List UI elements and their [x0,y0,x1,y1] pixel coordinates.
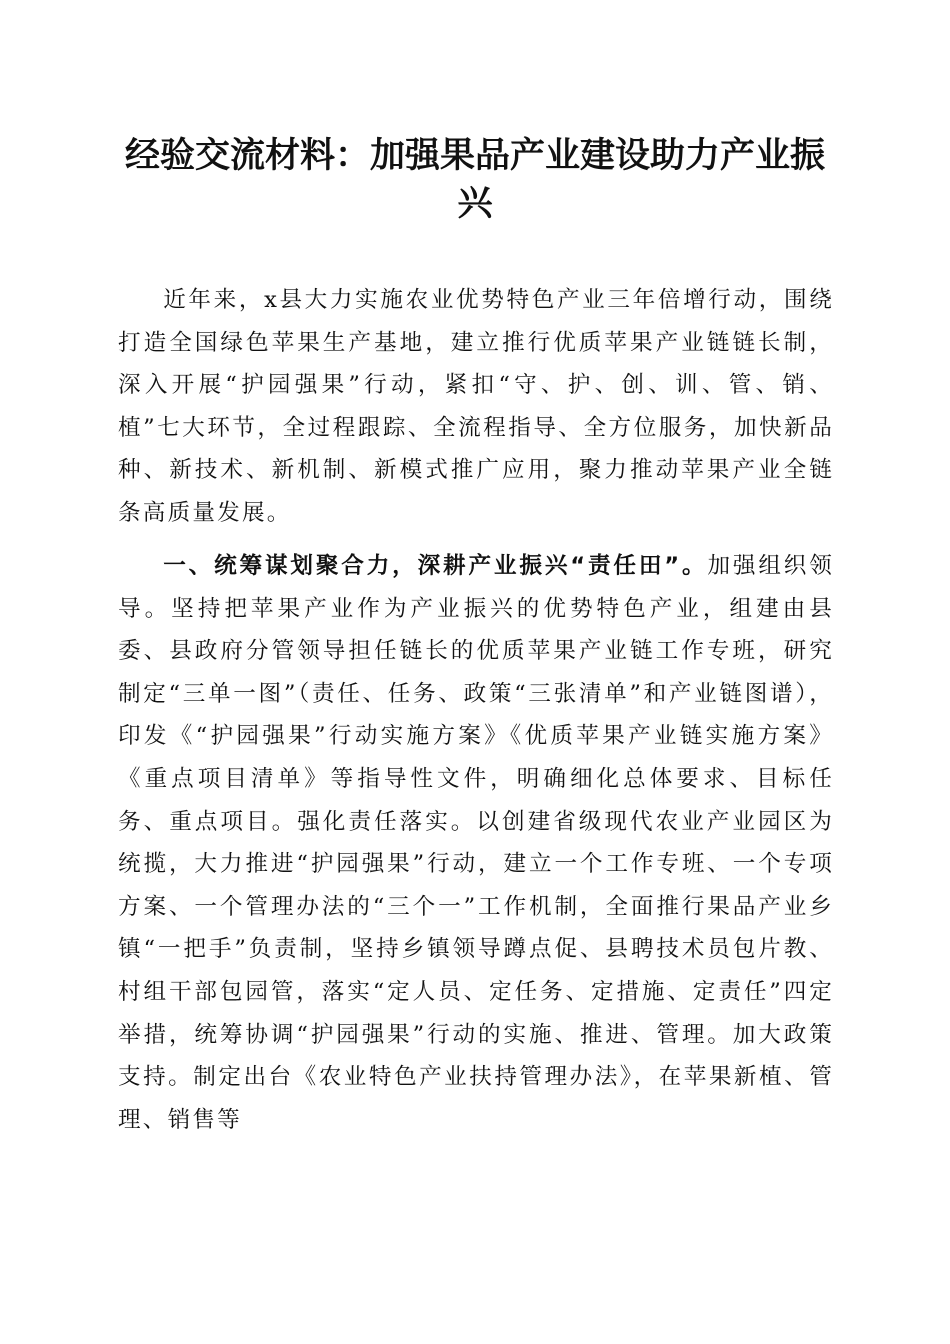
document-title: 经验交流材料：加强果品产业建设助力产业振兴 [124,135,825,224]
section-one-paragraph [118,545,834,1141]
section-one-text: 加强组织领导。坚持把苹果产业作为产业振兴的优势特色产业，组建由县委、县政府分管领导担任链长的优质苹果产业链工作专班，研究制定“三单一图”（责任、任务、政策“三张清单”和产业链图谱），印发《“护园强果”行动实施方案》《优质苹果产业链实施方案》《重点项目清单》等指导性文件，明确细化总体要求、目标任务、重点项目。强化责任落实。以创建省级现代农业产业园区为统揽，大力推进“护园强果”行动，建立一个工作专班、一个专项方案、一个管理办法的“三个一”工作机制，全面推行果品产业乡镇“一把手”负责制，坚持乡镇领导蹲点促、县聘技术员包片教、村组干部包园管，落实“定人员、定任务、定措施、定责任”四定举措，统筹协调“护园强果”行动的实施、推进、管理。加大政策支持。制定出台《农业特色产业扶持管理办法》，在苹果新植、管理、销售等 [118,553,834,1133]
section-one-heading: 一、统筹谋划聚合力，深耕产业振兴“责任田”。 [163,553,708,579]
intro-paragraph [118,279,834,535]
intro-paragraph-text: 近年来，x县大力实施农业优势特色产业三年倍增行动，围绕打造全国绿色苹果生产基地，建立推行优质苹果产业链链长制，深入开展“护园强果”行动，紧扣“守、护、创、训、管、销、植”七大环节，全过程跟踪、全流程指导、全方位服务，加快新品种、新技术、新机制、新模式推广应用，聚力推动苹果产业全链条高质量发展。 [118,287,834,526]
